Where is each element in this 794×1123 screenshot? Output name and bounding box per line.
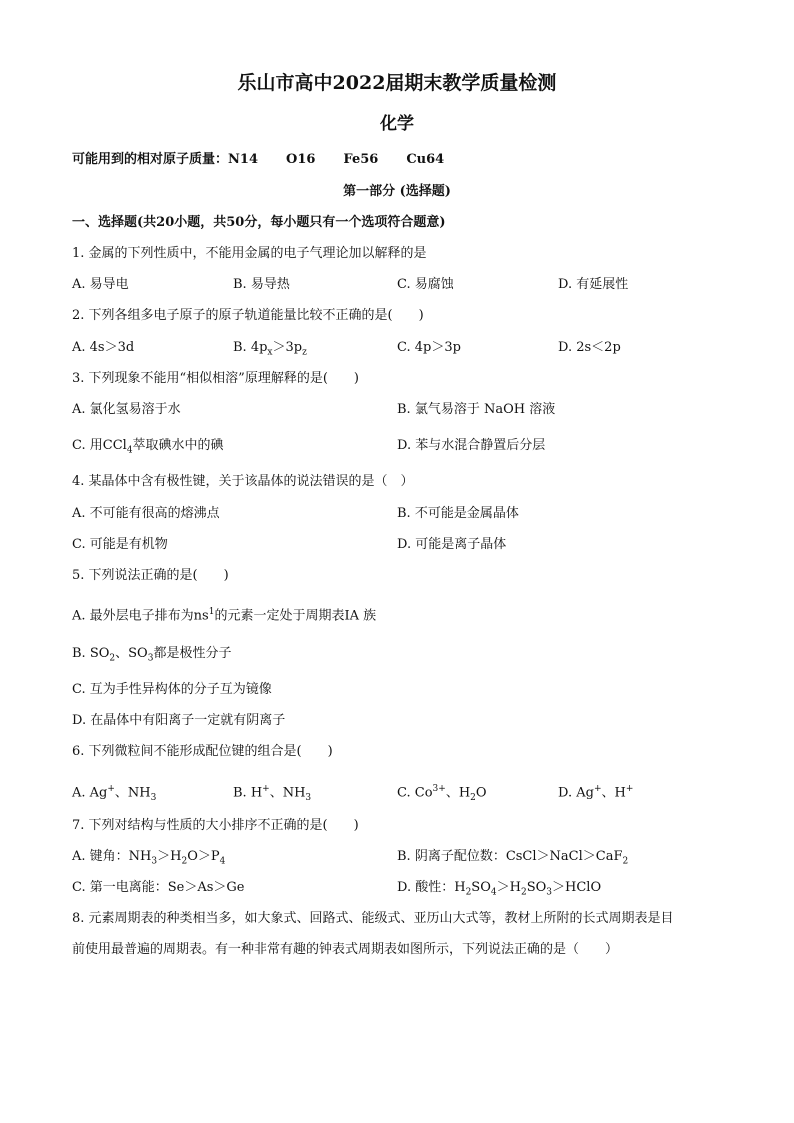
q4-option-d: D. 可能是离子晶体 xyxy=(397,537,507,552)
q5-option-c: C. 互为手性异构体的分子互为镜像 xyxy=(72,682,272,697)
q2-option-b: B. $4p_x>3p_z$ xyxy=(233,340,307,358)
atomic-mass-label: 可能用到的相对原子质量： xyxy=(72,152,229,167)
q4-option-a: A. 不可能有很高的熔沸点 xyxy=(72,506,220,521)
section-heading: 一、选择题(共20小题，共50分，每小题只有一个选项符合题意) xyxy=(72,215,446,230)
question-3-stem: 3. 下列现象不能用“相似相溶”原理解释的是( ) xyxy=(72,371,359,386)
q6-option-a: A. Ag+、$NH_3$ xyxy=(72,784,157,803)
q2-option-d: D. 2s＜2p xyxy=(558,340,621,355)
question-5-stem: 5. 下列说法正确的是( ) xyxy=(72,568,229,583)
q5-option-b: B. $SO_2$、$SO_3$都是极性分子 xyxy=(72,646,232,664)
q5-option-d: D. 在晶体中有阳离子一定就有阴离子 xyxy=(72,713,286,728)
q7-option-b: B. 阴离子配位数：CsCl＞NaCl＞CaF$_2$ xyxy=(397,849,629,867)
part-heading: 第一部分 (选择题) xyxy=(343,184,451,199)
q4-option-b: B. 不可能是金属晶体 xyxy=(397,506,519,521)
q2-option-a: A. 4s＞3d xyxy=(72,340,135,355)
atomic-mass-n: N14 xyxy=(228,152,258,167)
q7-option-a: A. 键角：$NH_3>H_2O>P_4$ xyxy=(72,849,226,867)
question-4-stem: 4. 某晶体中含有极性键，关于该晶体的说法错误的是（ ） xyxy=(72,474,414,489)
q5-option-a: A. 最外层电子排布为$ns^1$的元素一定处于周期表ⅠA 族 xyxy=(72,607,377,624)
q4-option-c: C. 可能是有机物 xyxy=(72,537,168,552)
atomic-mass-o: O16 xyxy=(286,152,316,167)
atomic-mass-cu: Cu64 xyxy=(406,152,445,167)
q1-option-a: A. 易导电 xyxy=(72,277,129,292)
question-2-stem: 2. 下列各组多电子原子的原子轨道能量比较不正确的是( ) xyxy=(72,308,424,323)
q3-option-b: B. 氯气易溶于 NaOH 溶液 xyxy=(397,402,556,417)
question-1-stem: 1. 金属的下列性质中，不能用金属的电子气理论加以解释的是 xyxy=(72,246,427,261)
atomic-mass-fe: Fe56 xyxy=(343,152,379,167)
question-6-stem: 6. 下列微粒间不能形成配位键的组合是( ) xyxy=(72,744,333,759)
atomic-mass-line xyxy=(72,151,444,169)
subject-title: 化学 xyxy=(380,114,414,134)
q6-option-d: D. Ag+、H+ xyxy=(558,784,634,801)
exam-title: 乐山市高中2022届期末教学质量检测 xyxy=(237,72,557,94)
q1-option-c: C. 易腐蚀 xyxy=(397,277,454,292)
q6-option-c: C. $Co^{3+}$、$H_2O$ xyxy=(397,784,487,803)
q7-option-c: C. 第一电离能：Se＞As＞Ge xyxy=(72,880,245,895)
q1-option-b: B. 易导热 xyxy=(233,277,290,292)
q3-option-a: A. 氯化氢易溶于水 xyxy=(72,402,181,417)
q3-option-c: C. 用CCl$_4$萃取碘水中的碘 xyxy=(72,438,224,456)
question-8-line-2: 前使用最普遍的周期表。有一种非常有趣的钟表式周期表如图所示，下列说法正确的是（ ） xyxy=(72,942,619,957)
question-7-stem: 7. 下列对结构与性质的大小排序不正确的是( ) xyxy=(72,818,359,833)
question-8-line-1: 8. 元素周期表的种类相当多，如大象式、回路式、能级式、亚历山大式等，教材上所附的长式周期表是目 xyxy=(72,911,674,926)
q2-option-c: C. 4p＞3p xyxy=(397,340,461,355)
q1-option-d: D. 有延展性 xyxy=(558,277,629,292)
q6-option-b: B. H+、$NH_3$ xyxy=(233,784,312,803)
q3-option-d: D. 苯与水混合静置后分层 xyxy=(397,438,546,453)
q7-option-d: D. 酸性：$H_2SO_4>H_2SO_3>HClO$ xyxy=(397,880,602,898)
